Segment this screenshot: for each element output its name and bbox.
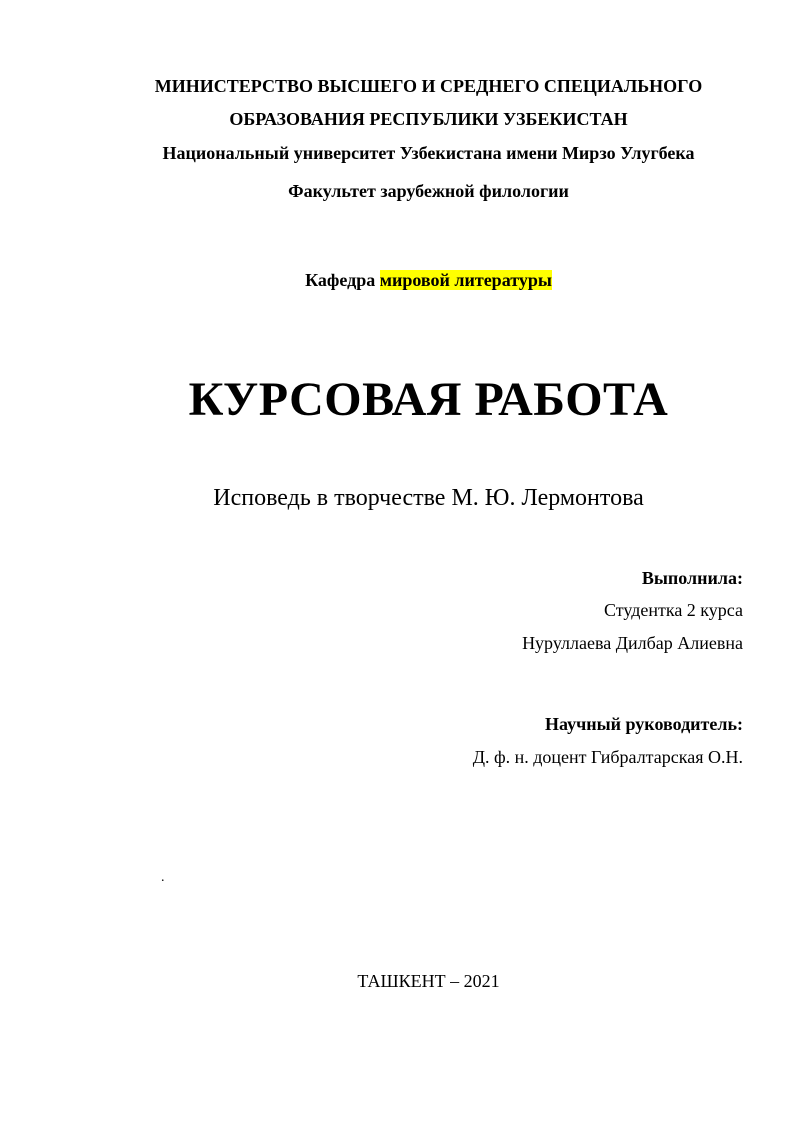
author-course: Студентка 2 курса xyxy=(603,600,743,620)
document-subtitle: Исповедь в творчестве М. Ю. Лермонтова xyxy=(213,485,644,511)
author-heading: Выполнила: xyxy=(641,568,743,588)
advisor-name: Д. ф. н. доцент Гибралтарская О.Н. xyxy=(472,747,743,767)
department-prefix: Кафедра xyxy=(305,270,376,290)
author-name: Нуруллаева Дилбар Алиевна xyxy=(522,633,743,653)
ministry-line-2: ОБРАЗОВАНИЯ РЕСПУБЛИКИ УЗБЕКИСТАН xyxy=(229,109,628,129)
footer-city-year: ТАШКЕНТ – 2021 xyxy=(357,971,500,991)
department-name xyxy=(0,270,800,291)
stray-dot-mark: . xyxy=(161,870,165,885)
ministry-line-1: МИНИСТЕРСТВО ВЫСШЕГО И СРЕДНЕГО СПЕЦИАЛЬНОГО xyxy=(154,76,703,96)
department-highlighted-text: мировой литературы xyxy=(379,270,552,290)
university-name: Национальный университет Узбекистана имени Мирзо Улугбека xyxy=(162,143,695,163)
faculty-name: Факультет зарубежной филологии xyxy=(288,181,569,201)
document-title: КУРСОВАЯ РАБОТА xyxy=(188,373,669,426)
advisor-heading: Научный руководитель: xyxy=(545,714,743,734)
